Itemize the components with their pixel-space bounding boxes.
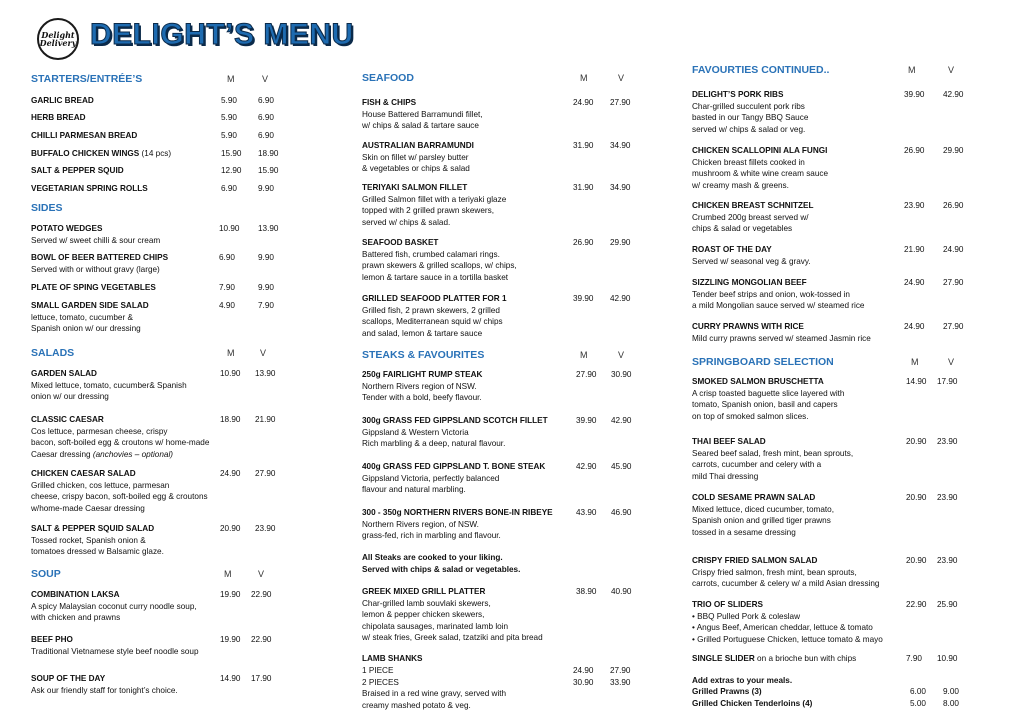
item-name bbox=[31, 148, 286, 160]
price-v: 9.90 bbox=[258, 283, 274, 292]
price-m: 7.90 bbox=[219, 283, 235, 292]
lamb-shanks-description: Braised in a red wine gravy, served with bbox=[362, 689, 507, 698]
price-v: 42.90 bbox=[943, 90, 964, 99]
price-v: 6.90 bbox=[258, 131, 274, 140]
header-v: V bbox=[618, 73, 625, 83]
item-description: lettuce, tomato, cucumber & bbox=[31, 312, 133, 322]
price-v: 34.90 bbox=[610, 183, 631, 192]
item-description: flavour and natural marbling. bbox=[362, 485, 466, 495]
price-v: 17.90 bbox=[937, 377, 958, 386]
item-name-text: GRILLED SEAFOOD PLATTER FOR 1 bbox=[362, 294, 507, 303]
item-name-text: COLD SESAME PRAWN SALAD bbox=[692, 493, 816, 502]
menu-item bbox=[692, 376, 967, 422]
menu-item bbox=[31, 589, 286, 624]
item-description: carrots, cucumber and celery with a bbox=[692, 460, 822, 470]
item-note: (anchovies – optional) bbox=[92, 449, 173, 459]
item-name bbox=[31, 165, 286, 177]
item-description: Served w/ sweet chilli & sour cream bbox=[31, 235, 161, 245]
item-name-text: SIZZLING MONGOLIAN BEEF bbox=[692, 278, 807, 287]
item-description: lemon & pepper chicken skewers, bbox=[362, 610, 485, 620]
price-v: 27.90 bbox=[943, 322, 964, 331]
item-name-text: BEEF PHO bbox=[31, 635, 73, 644]
price-v: 8.00 bbox=[943, 699, 959, 708]
header-v: V bbox=[948, 65, 955, 75]
price-m: 27.90 bbox=[576, 370, 597, 379]
extra-item: Grilled Chicken Tenderloins (4) bbox=[692, 699, 813, 708]
item-description: a mild Mongolian sauce served w/ steamed rice bbox=[692, 301, 865, 311]
price-m: 39.90 bbox=[573, 294, 594, 303]
menu-item bbox=[31, 634, 286, 657]
item-name bbox=[692, 244, 967, 256]
header-v: V bbox=[618, 350, 625, 360]
price-m: 39.90 bbox=[904, 90, 925, 99]
item-description: Seared beef salad, fresh mint, bean sprouts, bbox=[692, 448, 854, 458]
price-v: 26.90 bbox=[943, 201, 964, 210]
price-m: 19.90 bbox=[220, 590, 241, 599]
price-v: 27.90 bbox=[610, 98, 631, 107]
item-name-text: 250g FAIRLIGHT RUMP STEAK bbox=[362, 370, 483, 379]
item-name-text: SALT & PEPPER SQUID bbox=[31, 166, 124, 175]
price-m: 43.90 bbox=[576, 508, 597, 517]
item-name-text: CRISPY FRIED SALMON SALAD bbox=[692, 556, 818, 565]
item-description: tossed in a sesame dressing bbox=[692, 527, 796, 537]
item-name-text: PLATE OF SPING VEGETABLES bbox=[31, 283, 156, 292]
item-name-text: CHICKEN BREAST SCHNITZEL bbox=[692, 201, 814, 210]
item-description: Cos lettuce, parmesan cheese, crispy bbox=[31, 426, 168, 436]
item-name-text: ROAST OF THE DAY bbox=[692, 245, 772, 254]
section-heading-starters: STARTERS/ENTRÉE’S M V bbox=[31, 73, 269, 85]
item-description: Tossed rocket, Spanish onion & bbox=[31, 535, 146, 545]
price-m: 38.90 bbox=[576, 587, 597, 596]
price-v: 18.90 bbox=[258, 149, 279, 158]
item-name-text: BUFFALO CHICKEN WINGS bbox=[31, 149, 140, 158]
item-name bbox=[31, 589, 286, 601]
menu-item bbox=[362, 237, 632, 283]
menu-item bbox=[31, 95, 286, 107]
price-v: 30.90 bbox=[611, 370, 632, 379]
item-description: lemon & tartare sauce in a tortilla basket bbox=[362, 272, 509, 282]
item-description: House Battered Barramundi fillet, bbox=[362, 109, 483, 119]
menu-item bbox=[692, 89, 967, 135]
item-description: Spanish onion and grilled tiger prawns bbox=[692, 516, 831, 526]
item-name-text: 300g GRASS FED GIPPSLAND SCOTCH FILLET bbox=[362, 416, 548, 425]
item-name-text: BOWL OF BEER BATTERED CHIPS bbox=[31, 253, 169, 262]
item-description: Northern Rivers region, of NSW. bbox=[362, 519, 479, 529]
menu-item bbox=[362, 415, 632, 450]
extras-heading: Add extras to your meals. bbox=[692, 676, 793, 685]
menu-item bbox=[31, 252, 286, 275]
header-v: V bbox=[948, 357, 955, 367]
lamb-shanks-option: 2 PIECES bbox=[362, 677, 399, 687]
item-description: A spicy Malaysian coconut curry noodle soup, bbox=[31, 601, 197, 611]
price-v: 9.90 bbox=[258, 253, 274, 262]
menu-item bbox=[362, 369, 632, 404]
price-v: 33.90 bbox=[610, 677, 631, 687]
menu-item bbox=[31, 282, 286, 294]
menu-item bbox=[692, 145, 967, 191]
price-m: 14.90 bbox=[906, 377, 927, 386]
item-description: Northern Rivers region of NSW. bbox=[362, 381, 477, 391]
item-name-text: CURRY PRAWNS WITH RICE bbox=[692, 322, 804, 331]
price-m: 18.90 bbox=[220, 415, 241, 424]
price-v: 23.90 bbox=[937, 556, 958, 565]
item-description: Caesar dressing (anchovies – optional) bbox=[31, 449, 173, 459]
item-description: Char-grilled lamb souvlaki skewers, bbox=[362, 598, 491, 608]
menu-item bbox=[692, 244, 967, 267]
lamb-shanks-option: 1 PIECE bbox=[362, 666, 394, 675]
item-description: Rich marbling & a deep, natural flavour. bbox=[362, 439, 506, 449]
menu-item bbox=[692, 436, 967, 482]
menu-item-greek-platter bbox=[362, 586, 632, 644]
price-m: 24.90 bbox=[220, 469, 241, 478]
price-v: 22.90 bbox=[251, 590, 272, 599]
item-name bbox=[31, 282, 286, 294]
menu-title: DELIGHT’S MENU bbox=[90, 18, 354, 51]
price-m: 20.90 bbox=[906, 556, 927, 565]
price-m: 42.90 bbox=[576, 462, 597, 471]
price-m: 20.90 bbox=[906, 437, 927, 446]
item-name-text: CHICKEN SCALLOPINI ALA FUNGI bbox=[692, 146, 828, 155]
price-v: 13.90 bbox=[255, 369, 276, 378]
item-name bbox=[31, 634, 286, 646]
menu-item bbox=[31, 300, 286, 335]
price-m: 30.90 bbox=[573, 677, 594, 687]
header-m: M bbox=[227, 74, 235, 84]
item-description: Grilled chicken, cos lettuce, parmesan bbox=[31, 480, 170, 490]
price-v: 23.90 bbox=[937, 493, 958, 502]
item-description: basted in our Tangy BBQ Sauce bbox=[692, 113, 809, 123]
price-v: 42.90 bbox=[611, 416, 632, 425]
menu-item bbox=[31, 468, 286, 514]
item-description: served w/ chips & salad or veg. bbox=[692, 124, 806, 134]
section-heading-seafood: SEAFOOD M V bbox=[362, 72, 625, 84]
section-heading-soup: SOUP M V bbox=[31, 568, 265, 580]
item-description: & vegetables or chips & salad bbox=[362, 164, 470, 174]
item-description: chips & salad or vegetables bbox=[692, 224, 793, 234]
menu-item bbox=[692, 599, 967, 645]
price-v: 27.90 bbox=[943, 278, 964, 287]
price-m: 5.90 bbox=[221, 113, 237, 122]
price-v: 7.90 bbox=[258, 301, 274, 310]
logo-text: Delight Delivery bbox=[39, 30, 77, 48]
menu-item bbox=[31, 183, 286, 195]
price-m: 6.00 bbox=[910, 687, 926, 696]
menu-item bbox=[362, 182, 632, 228]
item-description: Spanish onion w/ our dressing bbox=[31, 324, 141, 334]
item-description: w/ chips & salad & tartare sauce bbox=[362, 121, 479, 131]
item-name bbox=[31, 414, 286, 426]
item-name bbox=[692, 89, 967, 101]
menu-item bbox=[362, 461, 632, 496]
menu-item bbox=[31, 130, 286, 142]
item-description: Crumbed 200g breast served w/ bbox=[692, 212, 809, 222]
price-v: 13.90 bbox=[258, 224, 279, 233]
item-name bbox=[31, 183, 286, 195]
item-name bbox=[31, 368, 286, 380]
price-m: 24.90 bbox=[573, 98, 594, 107]
item-description: • BBQ Pulled Pork & coleslaw bbox=[692, 611, 800, 621]
price-m: 31.90 bbox=[573, 141, 594, 150]
item-name-text: SINGLE SLIDER bbox=[692, 654, 755, 663]
item-name bbox=[692, 653, 967, 665]
item-description: mild Thai dressing bbox=[692, 471, 759, 481]
header-m: M bbox=[580, 350, 588, 360]
price-v: 29.90 bbox=[610, 238, 631, 247]
price-v: 23.90 bbox=[937, 437, 958, 446]
item-name-text: THAI BEEF SALAD bbox=[692, 437, 766, 446]
item-description: Skin on fillet w/ parsley butter bbox=[362, 152, 469, 162]
section-heading-sides: SIDES bbox=[31, 202, 63, 214]
price-m: 21.90 bbox=[904, 245, 925, 254]
item-description: • Angus Beef, American cheddar, lettuce & tomato bbox=[692, 623, 873, 633]
item-name-text: CHILLI PARMESAN BREAD bbox=[31, 131, 138, 140]
item-name-text: GARLIC BREAD bbox=[31, 96, 94, 105]
item-description: topped with 2 grilled prawn skewers, bbox=[362, 206, 494, 216]
price-v: 15.90 bbox=[258, 166, 279, 175]
price-m: 26.90 bbox=[573, 238, 594, 247]
menu-item bbox=[692, 277, 967, 312]
price-m: 22.90 bbox=[906, 600, 927, 609]
item-description: tomatoes dressed w Balsamic glaze. bbox=[31, 547, 164, 557]
price-v: 21.90 bbox=[255, 415, 276, 424]
item-name bbox=[31, 130, 286, 142]
item-name-text: 300 - 350g NORTHERN RIVERS BONE-IN RIBEYE bbox=[362, 508, 553, 517]
item-name-text: CHICKEN CAESAR SALAD bbox=[31, 469, 136, 478]
menu-item bbox=[31, 223, 286, 246]
item-name-text: CLASSIC CAESAR bbox=[31, 415, 104, 424]
item-description: with chicken and prawns bbox=[31, 613, 121, 623]
item-description: A crisp toasted baguette slice layered with bbox=[692, 388, 845, 398]
item-description: Mild curry prawns served w/ steamed Jasmin rice bbox=[692, 333, 871, 343]
item-description: Ask our friendly staff for tonight’s choice. bbox=[31, 685, 178, 695]
item-description: Char-grilled succulent pork ribs bbox=[692, 101, 805, 111]
header-v: V bbox=[260, 348, 267, 358]
item-description: • Grilled Portuguese Chicken, lettuce tomato & mayo bbox=[692, 634, 883, 644]
item-name-text: VEGETARIAN SPRING ROLLS bbox=[31, 184, 148, 193]
item-description: chipolata sausages, marinated lamb loin bbox=[362, 621, 509, 631]
header-v: V bbox=[262, 74, 269, 84]
price-v: 27.90 bbox=[255, 469, 276, 478]
menu-item bbox=[362, 97, 632, 132]
price-v: 27.90 bbox=[610, 666, 631, 675]
menu-item bbox=[692, 200, 967, 235]
item-description: carrots, cucumber & celery w/ a mild Asian dressing bbox=[692, 579, 880, 589]
item-description: onion w/ our dressing bbox=[31, 392, 109, 402]
item-name bbox=[31, 112, 286, 124]
price-v: 42.90 bbox=[610, 294, 631, 303]
menu-item bbox=[692, 492, 967, 538]
item-name-text: DELIGHT’S PORK RIBS bbox=[692, 90, 784, 99]
menu-item bbox=[362, 140, 632, 175]
extra-item: Grilled Prawns (3) bbox=[692, 687, 762, 696]
price-m: 23.90 bbox=[904, 201, 925, 210]
price-m: 7.90 bbox=[906, 654, 922, 663]
item-description: w/ steak fries, Greek salad, tzatziki and pita bread bbox=[362, 633, 543, 643]
price-m: 24.90 bbox=[904, 322, 925, 331]
item-name-text: FISH & CHIPS bbox=[362, 98, 417, 107]
header-m: M bbox=[908, 65, 916, 75]
price-m: 5.90 bbox=[221, 131, 237, 140]
item-description: on top of smoked salmon slices. bbox=[692, 411, 809, 421]
item-name-suffix: (14 pcs) bbox=[139, 149, 172, 158]
item-name bbox=[692, 200, 967, 212]
item-description: w/home-made Caesar dressing bbox=[31, 503, 145, 513]
price-v: 6.90 bbox=[258, 96, 274, 105]
price-m: 10.90 bbox=[219, 224, 240, 233]
lamb-shanks-description: creamy mashed potato & veg. bbox=[362, 700, 471, 710]
item-name bbox=[31, 95, 286, 107]
item-description: and salad, lemon & tartare sauce bbox=[362, 328, 483, 338]
price-m: 12.90 bbox=[221, 166, 242, 175]
section-heading-steaks: STEAKS & FAVOURITES M V bbox=[362, 349, 625, 361]
price-v: 40.90 bbox=[611, 587, 632, 596]
item-description: Mixed lettuce, diced cucumber, tomato, bbox=[692, 504, 834, 514]
price-m: 10.90 bbox=[220, 369, 241, 378]
lamb-shanks-name: LAMB SHANKS bbox=[362, 654, 423, 663]
item-name bbox=[31, 252, 286, 264]
column-3 bbox=[692, 0, 967, 724]
item-description: Grilled fish, 2 prawn skewers, 2 grilled bbox=[362, 305, 500, 315]
item-name-text: GARDEN SALAD bbox=[31, 369, 97, 378]
price-m: 14.90 bbox=[220, 674, 241, 683]
item-description: Tender beef strips and onion, wok-tossed in bbox=[692, 289, 850, 299]
menu-item bbox=[692, 555, 967, 590]
item-name-text: HERB BREAD bbox=[31, 113, 86, 122]
item-name-text: TERIYAKI SALMON FILLET bbox=[362, 183, 468, 192]
menu-item bbox=[31, 414, 286, 460]
header-m: M bbox=[580, 73, 588, 83]
item-name-text: SMALL GARDEN SIDE SALAD bbox=[31, 301, 149, 310]
item-description: Chicken breast fillets cooked in bbox=[692, 157, 805, 167]
item-description: mushroom & white wine cream sauce bbox=[692, 169, 829, 179]
steaks-note: All Steaks are cooked to your liking. bbox=[362, 553, 503, 562]
menu-item bbox=[31, 148, 286, 160]
price-v: 9.90 bbox=[258, 184, 274, 193]
menu-item bbox=[31, 673, 286, 696]
item-description: tomato, Spanish onion, basil and capers bbox=[692, 400, 838, 410]
item-description: Served with or without gravy (large) bbox=[31, 264, 160, 274]
item-description: served w/ chips & salad. bbox=[362, 217, 451, 227]
header-m: M bbox=[227, 348, 235, 358]
item-name-text: 400g GRASS FED GIPPSLAND T. BONE STEAK bbox=[362, 462, 546, 471]
menu-item bbox=[31, 368, 286, 403]
price-m: 24.90 bbox=[904, 278, 925, 287]
item-name-text: SMOKED SALMON BRUSCHETTA bbox=[692, 377, 824, 386]
price-v: 6.90 bbox=[258, 113, 274, 122]
price-m: 19.90 bbox=[220, 635, 241, 644]
item-description: Crispy fried salmon, fresh mint, bean sprouts, bbox=[692, 567, 857, 577]
column-1 bbox=[31, 0, 286, 724]
steaks-note: Served with chips & salad or vegetables. bbox=[362, 565, 521, 574]
item-name-text: AUSTRALIAN BARRAMUNDI bbox=[362, 141, 474, 150]
item-name-text: TRIO OF SLIDERS bbox=[692, 600, 763, 609]
menu-item bbox=[31, 112, 286, 124]
item-description: Battered fish, crumbed calamari rings. bbox=[362, 249, 500, 259]
item-description: Grilled Salmon fillet with a teriyaki glaze bbox=[362, 194, 507, 204]
price-v: 46.90 bbox=[611, 508, 632, 517]
item-description: grass-fed, rich in marbling and flavour. bbox=[362, 531, 501, 541]
menu-item bbox=[362, 507, 632, 542]
item-name bbox=[692, 321, 967, 333]
header-m: M bbox=[224, 569, 232, 579]
price-m: 31.90 bbox=[573, 183, 594, 192]
price-v: 24.90 bbox=[943, 245, 964, 254]
price-v: 17.90 bbox=[251, 674, 272, 683]
item-name bbox=[692, 277, 967, 289]
item-name bbox=[31, 223, 286, 235]
menu-item bbox=[31, 523, 286, 558]
item-description: Tender with a bold, beefy flavour. bbox=[362, 393, 482, 403]
item-description: w/ creamy mash & greens. bbox=[692, 180, 789, 190]
price-v: 10.90 bbox=[937, 654, 958, 663]
column-2 bbox=[362, 0, 632, 724]
item-name-text: POTATO WEDGES bbox=[31, 224, 103, 233]
item-name bbox=[31, 673, 286, 685]
price-m: 24.90 bbox=[573, 666, 594, 675]
item-description: Traditional Vietnamese style beef noodle soup bbox=[31, 646, 199, 656]
price-m: 26.90 bbox=[904, 146, 925, 155]
item-name bbox=[31, 523, 286, 535]
section-heading-springboard: SPRINGBOARD SELECTION M V bbox=[692, 356, 955, 368]
item-name-text: SALT & PEPPER SQUID SALAD bbox=[31, 524, 155, 533]
item-name bbox=[31, 468, 286, 480]
price-v: 9.00 bbox=[943, 687, 959, 696]
header-v: V bbox=[258, 569, 265, 579]
price-m: 5.00 bbox=[910, 699, 926, 708]
price-m: 6.90 bbox=[219, 253, 235, 262]
price-v: 23.90 bbox=[255, 524, 276, 533]
item-description: scallops, Mediterranean squid w/ chips bbox=[362, 317, 503, 327]
price-m: 5.90 bbox=[221, 96, 237, 105]
menu-item bbox=[362, 293, 632, 339]
menu-item bbox=[692, 321, 967, 344]
price-m: 6.90 bbox=[221, 184, 237, 193]
item-description: Served w/ seasonal veg & gravy. bbox=[692, 256, 811, 266]
item-description: prawn skewers & grilled scallops, w/ chips, bbox=[362, 261, 517, 271]
item-name-text: SOUP OF THE DAY bbox=[31, 674, 106, 683]
section-heading-salads: SALADS M V bbox=[31, 347, 267, 359]
item-name-text: COMBINATION LAKSA bbox=[31, 590, 120, 599]
item-name-suffix: on a brioche bun with chips bbox=[754, 654, 857, 663]
price-v: 25.90 bbox=[937, 600, 958, 609]
price-m: 20.90 bbox=[220, 524, 241, 533]
item-name bbox=[31, 300, 286, 312]
price-v: 45.90 bbox=[611, 462, 632, 471]
item-description: bacon, soft-boiled egg & croutons w/ home-made bbox=[31, 438, 210, 448]
price-v: 34.90 bbox=[610, 141, 631, 150]
menu-item bbox=[692, 653, 967, 665]
price-v: 22.90 bbox=[251, 635, 272, 644]
item-name-text: GREEK MIXED GRILL PLATTER bbox=[362, 587, 486, 596]
price-v: 29.90 bbox=[943, 146, 964, 155]
item-description: Gippsland & Western Victoria bbox=[362, 427, 469, 437]
item-description: Mixed lettuce, tomato, cucumber& Spanish bbox=[31, 380, 187, 390]
section-heading-favourites-continued: FAVOURTIES CONTINUED.. M V bbox=[692, 64, 955, 76]
header-m: M bbox=[911, 357, 919, 367]
price-m: 4.90 bbox=[219, 301, 235, 310]
item-description: cheese, crispy bacon, soft-boiled egg & croutons bbox=[31, 492, 208, 502]
item-name bbox=[692, 145, 967, 157]
item-name-text: SEAFOOD BASKET bbox=[362, 238, 439, 247]
price-m: 39.90 bbox=[576, 416, 597, 425]
menu-item bbox=[31, 165, 286, 177]
price-m: 20.90 bbox=[906, 493, 927, 502]
item-description: Gippsland Victoria, perfectly balanced bbox=[362, 473, 500, 483]
price-m: 15.90 bbox=[221, 149, 242, 158]
